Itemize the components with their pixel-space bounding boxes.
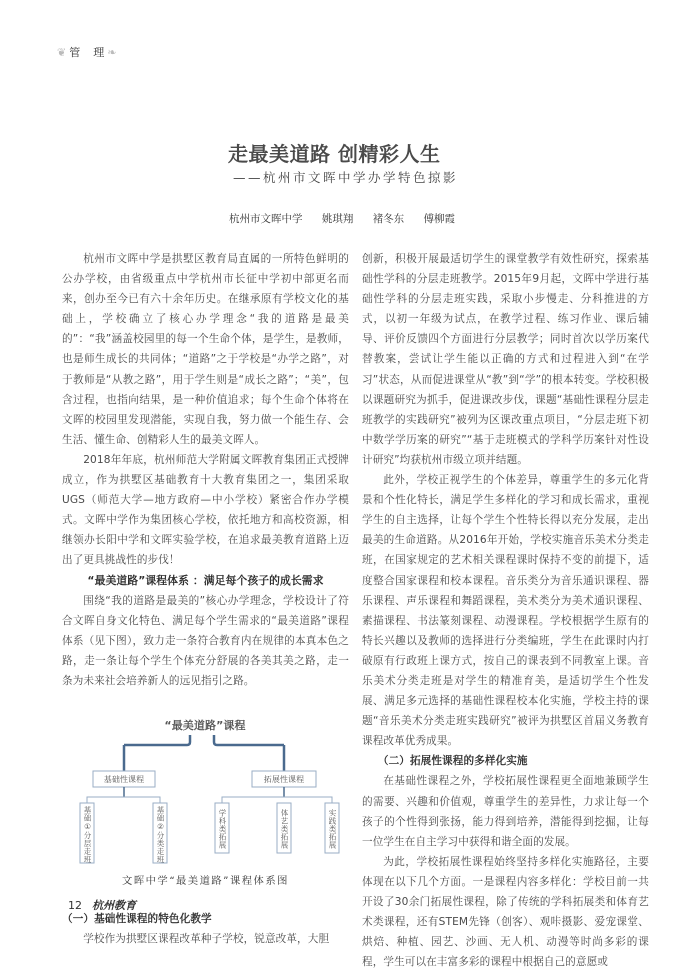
ornament-right-icon: ❧ [107,46,118,59]
ornament-left-icon: ❦ [57,46,68,59]
magazine-name: 杭州教育 [92,899,136,912]
leaf-label-practice: 实践类拓展 [328,808,337,849]
paragraph: 此外，学校正视学生的个体差异，尊重学生的多元化背景和个性化特长，满足学生多样化的学习和成长需求，重视学生的自主选择，让每个学生个性特长得以充分发展，走出最美的生命道路。从2016年开始，学校实施音乐美术分类走班，在国家规定的艺术相关课程课时保持不变的前提下，适度整合国家课程和校本课程。音乐类分为音乐通识课程、器乐课程、声乐课程和舞蹈课程，美术类分为美术通识课程、素描课程、书法篆刻课程、动漫课程。学校根据学生原有的特长兴趣以及教师的选择进行分类编班，学生在此课时内打破原有行政班上课方式，按自己的课表到不同教室上课。音乐美术分类走班是对学生的精准育美，是适切学生个性发展、满足多元选择的基础性课程校本化实施，学校主持的课题“音乐美术分类走班实践研究”被评为拱墅区首届义务教育课程改革优秀成果。 [362,474,649,748]
paragraph: 创新，积极开展最适切学生的课堂教学有效性研究，探索基础性学科的分层走班教学。2015年9月起，文晖中学进行基础性学科的分层走班实践，采取小步慢走、分科推进的方式，以初一年级为试点，在教学过程、练习作业、课后辅导、评价反馈四个方面进行分层教学；同时首次以学历案代替教案，尝试让学生能以正确的方式和过程进入到“在学习”状态，从而促进课堂从“教”到“学”的根本转变。学校积极以课题研究为抓手，促进课改步伐，课题“基础性课程分层走班教学的实践研究”被列为区课改重点项目，“分层走班下初中数学学历案的研究”“基于走班模式的学科学历案针对性设计研究”均获杭州市级立项并结题。 [362,253,649,466]
diagram-graphic [62,709,349,869]
left-column [62,249,349,949]
diagram-root-label: “最美道路”课程 [164,719,246,733]
paragraph: 杭州市文晖中学是拱墅区教育局直属的一所特色鲜明的公办学校，由省级重点中学杭州市长征中学初中部更名而来，创办至今已有六十余年历史。在继承原有学校文化的基础上，学校确立了核心办学理念“我的道路是最美的”：“我”涵盖校园里的每一个生命个体，是学生，是教师，也是师生成长的共同体；“道路”之于学校是“办学之路”，对于教师是“从教之路”，用于学生则是“成长之路”；“美”，包含过程，也指向结果，是一种价值追求；每个生命个体将在文晖的校园里发现潜能，实现自我，努力做一个能生存、会生活、懂生命、创精彩人生的最美文晖人。 [62,253,349,446]
leaf-label-arts-sports: 体艺类拓展 [280,808,289,849]
article-authors [229,211,471,226]
connector-line [87,797,160,803]
connector-line [124,735,190,745]
sub-heading: （一）基础性课程的特色化教学 [62,913,212,926]
section-tag [57,44,117,60]
author-name: 姚琪翔 [321,213,354,225]
leaf-label-basic-1: 基础①分层走班 [83,806,92,864]
article-title: 走最美道路 创精彩人生 [228,142,441,166]
connector-line [214,735,284,745]
leaf-label-subject: 学科类拓展 [218,808,227,849]
figure-caption: 文晖中学“最美道路”课程体系图 [122,875,289,888]
article-subtitle: ——杭州市文晖中学办学特色掠影 [233,170,459,185]
author-affiliation: 杭州市文晖中学 [229,213,303,225]
connector-line [222,797,332,803]
leaf-label-basic-2: 基础②分类走班 [156,806,165,864]
paragraph: 围绕“我的道路是最美的”核心办学理念，学校设计了符合文晖自身文化特色、满足每个学生需求的“最美道路”课程体系（见下图），致力走一条符合教育内在规律的本真本色之路，走一条让每个学生个体充分舒展的各美其美之路，走一条为未来社会培养新人的远见指引之路。 [62,594,349,687]
course-system-diagram [62,709,349,909]
sub-heading: （二）拓展性课程的多样化实施 [377,755,528,768]
page-footer [68,897,136,913]
author-name: 傅柳霞 [423,213,456,225]
paragraph: 为此，学校拓展性课程始终坚持多样化实施路径，主要体现在以下几个方面。一是课程内容多样化：学校目前一共开设了30余门拓展性课程，除了传统的学科拓展类和体育艺术类课程，还有STEM先锋（创客）、观咔摄影、爱宠课堂、烘焙、种植、园艺、沙画、无人机、动漫等时尚多彩的课程，学生可以在丰富多彩的课程中根据自己的意愿或 [362,855,649,969]
paragraph: 2018年年底，杭州师范大学附属文晖教育集团正式授牌成立，作为拱墅区基础教育十大教育集团之一，集团采取UGS（师范大学—地方政府—中小学校）紧密合作办学模式。文晖中学作为集团核心学校，依托地方和高校资源，相继领办长阳中学和文晖实验学校，在追求最美教育道路上迈出了更具挑战性的步伐！ [62,453,349,567]
right-column [362,249,649,972]
branch-label-basic: 基础性课程 [103,775,145,785]
paragraph: 在基础性课程之外，学校拓展性课程更全面地兼顾学生的需要、兴趣和价值观，尊重学生的差异性，力求让每一个孩子的个性得到张扬，能力得到培养，潜能得到挖掘，让每一位学生在自主学习中获得和谐全面的发展。 [362,775,649,848]
section-heading: “最美道路”课程体系 ：满足每个孩子的成长需求 [87,573,324,587]
author-name: 褚冬东 [372,213,405,225]
paragraph: 学校作为拱墅区课程改革种子学校，锐意改革，大胆 [83,933,330,946]
page-number: 12 [68,899,82,912]
section-label: 管 理 [69,46,106,59]
branch-label-extended: 拓展性课程 [263,775,305,785]
